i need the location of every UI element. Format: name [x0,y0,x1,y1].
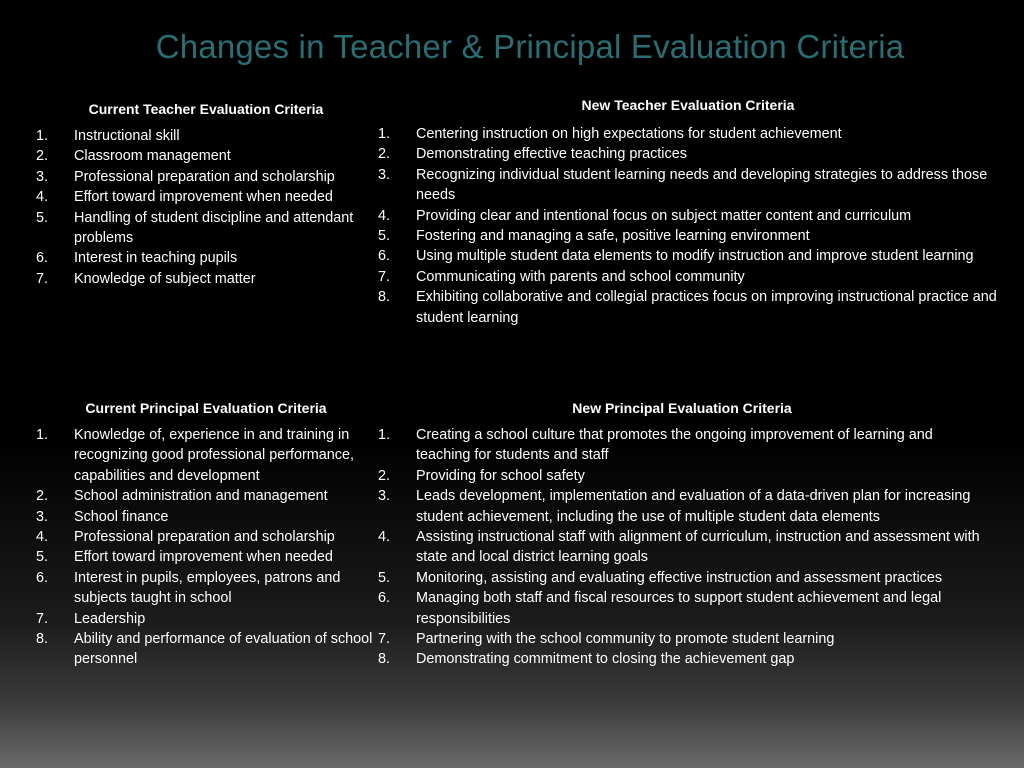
list-item-number: 6. [378,248,391,265]
list-item-number: 3. [378,166,391,183]
list-item-number: 4. [36,189,49,206]
list-item-text: Managing both staff and fiscal resources to support student achievement and legal responsibilities [416,590,942,627]
list-item [36,547,376,567]
list-item [36,208,376,249]
list-item-text: Monitoring, assisting and evaluating effective instruction and assessment practices [416,569,943,586]
list-item-text: Effort toward improvement when needed [74,549,333,566]
list-item-text: Leads development, implementation and evaluation of a data-driven plan for increasing student achievement, including the use of multiple student data elements [416,488,971,525]
list-item-number: 5. [36,209,49,226]
list-item [36,507,376,527]
list-item-number: 6. [36,569,49,586]
current-teacher-list [36,126,376,289]
new-teacher-heading: New Teacher Evaluation Criteria [581,97,795,113]
list-item-text: Demonstrating commitment to closing the achievement gap [416,651,795,668]
list-item [36,126,376,146]
list-item [36,629,376,670]
list-item-number: 4. [378,207,391,224]
list-item-text: Fostering and managing a safe, positive learning environment [416,228,810,245]
list-item-number: 1. [36,427,49,443]
list-item-text: Providing for school safety [416,467,585,484]
list-item [36,527,376,547]
list-item-number: 6. [378,590,391,607]
list-item [36,486,376,506]
new-principal-criteria-panel [378,400,986,670]
list-item [378,165,998,206]
current-teacher-heading: Current Teacher Evaluation Criteria [88,101,324,117]
new-principal-list [378,425,986,670]
list-item-number: 7. [36,270,49,287]
list-item-number: 5. [378,569,391,586]
list-item-text: Assisting instructional staff with alignment of curriculum, instruction and assessment with state and local district learning goals [416,529,980,566]
list-item-text: Interest in teaching pupils [74,250,238,267]
list-item-number: 4. [378,529,391,546]
list-item-text: Centering instruction on high expectations for student achievement [416,126,842,142]
list-item-text: Partnering with the school community to promote student learning [416,631,835,648]
list-item-number: 7. [36,610,49,627]
list-item-text: Ability and performance of evaluation of school personnel [74,631,373,668]
list-item-number: 3. [36,168,49,185]
list-item [378,267,998,287]
list-item-text: School administration and management [74,488,328,505]
list-item [378,629,986,649]
list-item [36,146,376,166]
list-item [378,486,986,527]
list-item-number: 1. [378,427,391,443]
list-item-text: Effort toward improvement when needed [74,189,333,206]
current-principal-heading: Current Principal Evaluation Criteria [85,400,327,416]
list-item [36,269,376,289]
list-item-text: Interest in pupils, employees, patrons and subjects taught in school [74,569,341,607]
list-item-number: 2. [36,148,49,165]
list-item-number: 2. [378,467,391,484]
list-item-text: Instructional skill [74,128,180,144]
list-item-text: School finance [74,508,169,525]
new-teacher-criteria-panel [378,97,998,328]
list-item [378,287,998,328]
current-teacher-criteria-panel [36,101,376,289]
list-item-text: Professional preparation and scholarship [74,168,335,185]
list-item-number: 7. [378,631,391,648]
list-item-text: Recognizing individual student learning needs and developing strategies to address those needs [416,166,988,204]
list-item-number: 5. [36,549,49,566]
list-item [36,248,376,268]
list-item-number: 4. [36,529,49,546]
list-item-number: 6. [36,250,49,267]
list-item-text: Providing clear and intentional focus on subject matter content and curriculum [416,207,912,224]
list-item-number: 7. [378,268,391,285]
list-item [378,246,998,266]
list-item-number: 3. [36,508,49,525]
list-item [378,649,986,669]
list-item-text: Leadership [74,610,146,627]
list-item-text: Professional preparation and scholarship [74,529,335,546]
new-teacher-list [378,124,998,328]
list-item [36,425,376,486]
list-item-text: Using multiple student data elements to modify instruction and improve student learning [416,248,974,265]
list-item-text: Handling of student discipline and attendant problems [74,209,354,247]
list-item [378,226,998,246]
list-item-text: Knowledge of, experience in and training in recognizing good professional performance, capabilities and development [74,427,354,484]
list-item-number: 8. [378,651,391,668]
current-principal-criteria-panel [36,400,376,670]
list-item [378,568,986,588]
list-item [36,167,376,187]
list-item [36,187,376,207]
list-item [378,144,998,164]
list-item-number: 3. [378,488,391,505]
list-item [378,124,998,144]
list-item-text: Communicating with parents and school community [416,268,745,285]
list-item-number: 1. [36,128,49,144]
list-item-number: 2. [378,146,391,163]
current-principal-list [36,425,376,670]
list-item-text: Exhibiting collaborative and collegial practices focus on improving instructional practice and student learning [416,289,997,326]
list-item-number: 8. [36,631,49,648]
list-item [378,425,986,466]
slide-title: Changes in Teacher & Principal Evaluation Criteria [155,28,905,65]
list-item [378,588,986,629]
list-item-text: Demonstrating effective teaching practices [416,146,687,163]
list-item [36,609,376,629]
list-item [378,527,986,568]
list-item [36,568,376,609]
list-item [378,466,986,486]
list-item-number: 5. [378,228,391,245]
list-item-text: Knowledge of subject matter [74,270,256,287]
list-item-number: 8. [378,289,391,306]
list-item-text: Creating a school culture that promotes the ongoing improvement of learning and teaching for students and staff [416,427,933,464]
list-item-number: 1. [378,126,391,142]
new-principal-heading: New Principal Evaluation Criteria [572,400,792,416]
list-item-text: Classroom management [74,148,231,165]
list-item-number: 2. [36,488,49,505]
list-item [378,206,998,226]
